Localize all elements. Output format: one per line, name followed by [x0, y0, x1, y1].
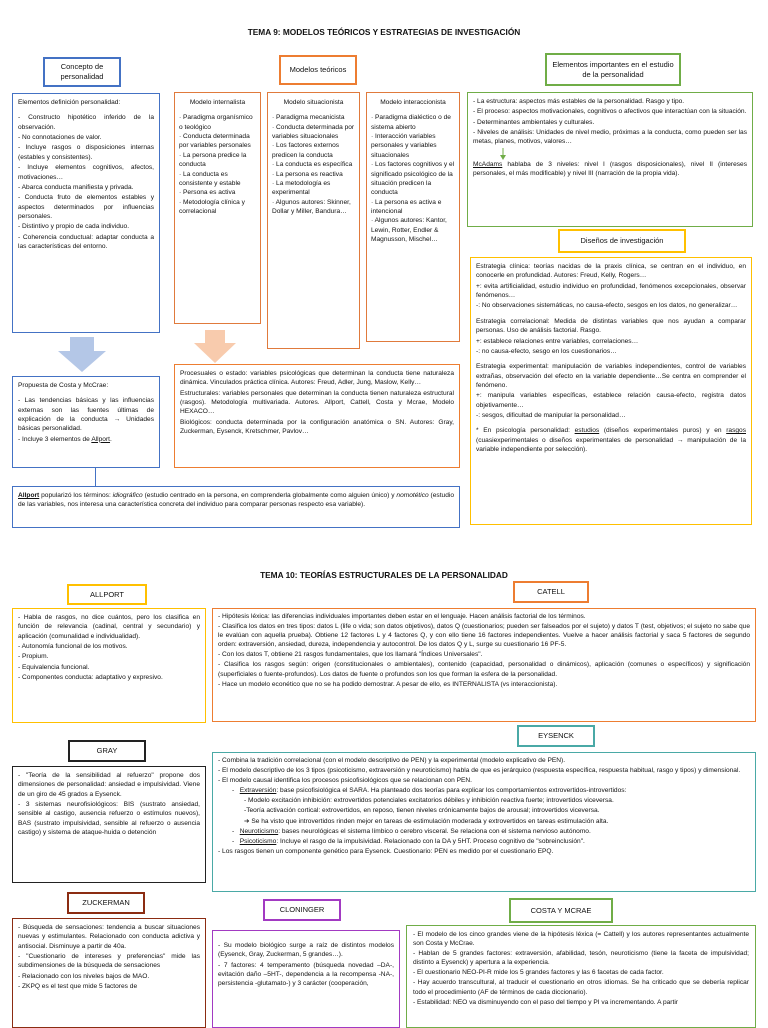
catell-line: - Hace un modelo econético que no se ha podido demostrar. A pesar de ello, es INTERNALISTA (vs interaccionista). — [218, 680, 558, 688]
allport-line: - Componentes conducta: adaptativo y expresivo. — [18, 674, 163, 682]
costa-line: - Estabilidad: NEO va disminuyendo con el paso del tiempo y PI va incrementando. A partir — [413, 998, 678, 1006]
modelo-internalista-box — [174, 92, 261, 324]
experimental-line: Estrategia experimental: manipulación de variables independientes, control de variables extrañas, observación del efecto en la variable dependiente…Se centra en comprender el fenómeno. — [476, 363, 746, 389]
cloninger-label: CLONINGER — [263, 899, 341, 921]
allport-name: Allport — [18, 492, 40, 499]
modelo-interaccionista-box — [366, 92, 460, 342]
mcadams-text: hablaba de 3 niveles: nivel I (rasgos disposicionales), nivel II (intereses personales, el más modificable) y nivel III (narración de la propia vida). — [473, 160, 747, 178]
internalista-line: · La persona predice la conducta — [179, 151, 247, 169]
costa-text: . — [110, 435, 112, 443]
zuckerman-line: - "Cuestionario de intereses y preferencias" mide las subdimensiones de la búsqueda de sensaciones — [18, 953, 200, 970]
extraversion-line: - Extraversión: base psicofisiológica el SARA. Ha planteado dos teorías para explicar los comportamientos extrovertidos-introvertidos: — [232, 787, 627, 795]
eysenck-label: EYSENCK — [517, 725, 595, 747]
costa-mccrae-box — [12, 376, 160, 468]
cloninger-box — [212, 930, 400, 1028]
estudios-term: estudios — [574, 427, 600, 435]
disenos-box — [470, 257, 752, 525]
gray-line: - "Teoría de la sensibilidad al refuerzo" propone dos dimensiones de personalidad: ansiedad e impulsividad. Viene de un giro de 45 grados a Eysenck. — [18, 772, 200, 798]
interaccionista-line: · Los factores cognitivos y el significado psicológico de la situación predicen la conducta — [371, 161, 455, 197]
allport-line: - Habla de rasgos, no dice cuántos, pero los clasifica en función de relevancia (cadinal, central y secundario) y aplicación (comunalidad e individualidad). — [18, 614, 200, 640]
disenos-label: Diseños de investigación — [558, 229, 686, 253]
extraversion-term: Extraversión — [239, 787, 277, 795]
nomotetico-term: nomotético — [396, 492, 429, 499]
zuckerman-line: - Relacionado con los niveles bajos de MAO. — [18, 972, 150, 980]
costa-line: - Las tendencias básicas y las influencias externas son las fuentes últimas de explicación de la conducta → Unidades básicas personalidad. — [18, 397, 154, 433]
cloninger-line: - Su modelo biológico surge a raíz de distintos modelos (Eysenck, Gray, Zuckerman, 5 grandes…). — [218, 942, 394, 959]
eysenck-text: : base psicofisiológica el SARA. Ha planteado dos teorías para explicar los comportamientos extrovertidos-introvertidos: — [276, 787, 627, 795]
elementos-line: - Determinantes ambientales y culturales. — [473, 118, 595, 126]
modelos-teoricos-label: Modelos teóricos — [279, 55, 357, 85]
note-text: popularizó los términos: — [39, 492, 113, 499]
clinica-line: Estrategia clínica: teorías nacidas de la praxis clínica, se centran en el individuo, en conocerle en profundidad. Autores: Freud, Kelly, Rogers… — [476, 263, 746, 280]
costa-text: - Incluye 3 elementos de — [18, 435, 92, 443]
situacionista-line: · Los factores externos predicen la conducta — [272, 142, 340, 159]
arrow-down-icon — [193, 330, 237, 364]
gray-label: GRAY — [68, 740, 146, 762]
elementos-line: - La estructura: aspectos más estables de la personalidad. Rasgo y tipo. — [473, 98, 685, 105]
situacionista-line: · Conducta determinada por variables situacionales — [272, 123, 355, 141]
idiografico-term: idiográfico — [112, 492, 143, 499]
catell-line: - Hipótesis léxica: las diferencias individuales importantes deben estar en el lenguaje. Hacen análisis factorial de los términos. — [218, 613, 586, 620]
costa-line: - El modelo de los cinco grandes viene de la hipótesis léxica (= Cattell) y los autores representantes actualmente son Costa y McCrae. — [413, 931, 749, 948]
correlacional-line: +: establece relaciones entre variables, correlaciones… — [476, 337, 639, 345]
definicion-line: - Abarca conducta manifiesta y privada. — [18, 183, 134, 191]
elementos-box — [467, 92, 753, 227]
definicion-personalidad-box — [12, 93, 160, 333]
experimental-line: +: manipula variables específicas, establece relación causa-efecto, registra datos objetivamente… — [476, 392, 746, 409]
internalista-line: · Conducta determinada por variables personales — [179, 133, 251, 150]
star-text: (cuasiexperimentales o diseños experimentales de personalidad → manipulación de la variable independiente por selección). — [476, 436, 746, 454]
catell-line: - Con los datos T, obtiene 21 rasgos fundamentales, que los llamará "Índices Universales". — [218, 651, 483, 659]
procesuales-box — [174, 364, 460, 468]
internalista-line: · Metodología clínica y correlacional — [179, 198, 245, 215]
mcadams-line — [473, 160, 747, 179]
catell-line: - Clasifica los datos en tres tipos: datos L (life o vida; son datos objetivos), datos Q (cuestionarios; pueden ser falseados por el sujeto) y datos T (test, objetivos; el sujeto no sabe que le evalúan con aquella prueba). Obtiene 12 factores L y 4 factores Q, y con ello tiene 16 factores independientes. Vuelve a hacer análisis factorial y saca 5 factores de segundo orden: extraversión, ansiedad, dureza, independencia y autocontrol. De los datos Q y L, surge su cuestionario 16 PF-5. — [218, 623, 750, 649]
eysenck-line: - El modelo causal identifica los procesos psicofisiológicos que se relacionan con PEN. — [218, 777, 472, 785]
costa-title: Propuesta de Costa y McCrae: — [18, 382, 109, 389]
situacionista-line: · La persona es reactiva — [272, 170, 343, 178]
clinica-line: +: evita artificialidad, estudio individuo en profundidad, fenómenos excepcionales, observar fenómenos… — [476, 282, 746, 300]
correlacional-line: Estrategia correlacional: Medida de distintas variables que nos ayudan a comparar personas. Uso de análisis factorial. Rasgo. — [476, 317, 746, 335]
psicoticismo-term: Psicoticismo — [239, 837, 277, 845]
allport-line: - Propium. — [18, 653, 49, 661]
zuckerman-line: - ZKPQ es el test que mide 5 factores de — [18, 983, 138, 991]
procesuales-line: Procesuales o estado: variables psicológicas que determinan la conducta tiene naturaleza dinámica. Vinculados práctica clínica. Autores: Freud, Adler, Jung, Maslow, Kelly… — [180, 370, 454, 387]
eysenck-sub-line: ➔ Se ha visto que introvertidos rinden mejor en tareas de estimulación moderada y extrovertidos en tareas estimulación alta. — [244, 817, 609, 825]
elementos-line: - Niveles de análisis: Unidades de nivel medio, próximas a la conducta, como pueden ser las metas, planes, motivos, valores… — [473, 129, 747, 146]
procesuales-line: Biológicos: conducta determinada por la configuración anatómica o SN. Autores: Gray, Zuckerman, Eysenck, Kretschmer, Pavlov… — [180, 418, 454, 436]
experimental-line: -: sesgos, dificultad de manipular la personalidad… — [476, 412, 626, 420]
allport-line: - Equivalencia funcional. — [18, 663, 90, 671]
costa-line: - Hay acuerdo transcultural, al traducir el cuestionario en otros idiomas. Se ha criticado que se debería replicar todo el procedimiento (AF de términos de cada diccionario). — [413, 979, 749, 996]
catell-line: - Clasifica los rasgos según: origen (constitucionales o ambientales), contenido (capacidad, personalidad o dinámicos), aplicación (comunes o específicos) y significación (superficiales o fuente-profundos). Los datos de fuente o profundos son los que forman la esfera de la personalidad. — [218, 661, 750, 678]
neuroticismo-line: - Neuroticismo: bases neurológicas el sistema límbico o cerebro visceral. Se relaciona con el sistema nervioso autónomo. — [232, 827, 591, 835]
elementos-line: - El proceso: aspectos motivacionales, cognitivos o afectivos que interactúan con la situación. — [473, 108, 747, 116]
star-text: (diseños experimentales puros) y en — [599, 427, 727, 435]
internalista-line: · Persona es activa — [179, 189, 236, 197]
costa-line — [18, 435, 154, 444]
eysenck-sub-line: - Modelo excitación inhibición: extrovertidos potenciales excitatorios débiles y inhibición reactiva fuerte; introvertidos viceversa. — [244, 797, 614, 805]
tema10-title: TEMA 10: TEORÍAS ESTRUCTURALES DE LA PERSONALIDAD — [260, 570, 508, 580]
note-text: (estudio centrado en la persona, en comprenderla globalmente como alguien único) y — [142, 492, 397, 499]
procesuales-line: Estructurales: variables personales que determinan la conducta tienen naturaleza estructural (rasgos). Metodología multivariada. Autores. Allport, Cattell, Costa y Mcrae, Modelo HEXACO… — [180, 389, 454, 416]
neuroticismo-term: Neuroticismo — [239, 827, 279, 835]
cloninger-line: - 7 factores: 4 temperamento (búsqueda novedad –DA-, evitación daño –5HT-, dependencia a la recompensa -NA-, persistencia -glutamato-) y 3 carácter (cooperación, — [218, 961, 394, 988]
definicion-line: - Conducta fruto de elementos estables y aspectos determinados por influencias personales. — [18, 194, 154, 220]
modelo-interaccionista-title: Modelo interaccionista — [380, 99, 446, 106]
eysenck-line: - El modelo descriptivo de los 3 tipos (psicoticismo, extraversión y neuroticismo) habla de que es jerárquico (respuesta específica, respuesta habitual, rasgo y tipos) y dimensional. — [218, 767, 741, 775]
zuckerman-box — [12, 918, 206, 1028]
mcadams-name: McAdams — [473, 160, 503, 168]
modelo-situacionista-title: Modelo situacionista — [283, 99, 344, 106]
costa-line: - Hablan de 5 grandes factores: extraversión, afabilidad, tesón, neuroticismo (tiene la faceta de impulsividad; distinto a Eysenck) y apertura a la experiencia. — [413, 950, 749, 967]
allport-term: Allport — [91, 435, 111, 443]
definicion-title: Elementos definición personalidad: — [18, 99, 121, 106]
modelo-internalista-title: Modelo internalista — [189, 99, 246, 106]
situacionista-line: · La metodología es experimental — [272, 179, 331, 197]
clinica-line: -: No observaciones sistemáticas, no causa-efecto, sesgos en los datos, no generalizar… — [476, 302, 738, 310]
situacionista-line: · La conducta es específica — [272, 161, 353, 169]
situacionista-line: · Paradigma mecanicista — [272, 114, 345, 122]
tema9-title: TEMA 9: MODELOS TEÓRICOS Y ESTRATEGIAS DE INVESTIGACIÓN — [247, 27, 521, 37]
internalista-line: · La conducta es consistente y estable — [179, 170, 241, 187]
costa-mcrae-label: COSTA Y MCRAE — [509, 898, 613, 923]
star-text: * En psicología personalidad: — [476, 427, 575, 435]
definicion-line: - Incluye elementos cognitivos, afectos, motivaciones… — [18, 164, 154, 181]
allport-box — [12, 608, 206, 723]
elementos-importantes-label: Elementos importantes en el estudio de la personalidad — [545, 53, 681, 86]
connector-line — [95, 468, 96, 486]
gray-box — [12, 766, 206, 883]
definicion-line: - No connotaciones de valor. — [18, 134, 102, 142]
situacionista-line: · Algunos autores: Skinner, Dollar y Miller, Bandura… — [272, 198, 351, 215]
correlacional-line: -: no causa-efecto, sesgo en los cuestionarios… — [476, 347, 617, 355]
allport-label: ALLPORT — [67, 584, 147, 605]
internalista-line: · Paradigma organísmico o teológico — [179, 114, 253, 131]
definicion-line: - Constructo hipotético inferido de la observación. — [18, 114, 154, 131]
interaccionista-line: · La persona es activa e intencional — [371, 198, 442, 215]
zuckerman-label: ZUCKERMAN — [67, 892, 145, 914]
eysenck-line: - Combina la tradición correlacional (con el modelo descriptivo de PEN) y la experimental (modelo explicativo de PEN). — [218, 757, 566, 764]
eysenck-text: : Incluye el rasgo de la impulsividad. Relacionado con la DA y 5HT. Proceso cognitivo de "sobreinclusión". — [276, 837, 585, 845]
eysenck-sub-line: -Teoría activación cortical: extrovertidos, en reposo, tienen niveles crónicamente bajos de arousal; introvertidos viceversa. — [244, 807, 600, 815]
eysenck-box — [212, 752, 756, 892]
catell-label: CATELL — [513, 581, 589, 603]
eysenck-line: - Los rasgos tienen un componente genético para Eysenck. Cuestionario: PEN es medido por el cuestionario EPQ. — [218, 847, 554, 855]
catell-box — [212, 608, 756, 722]
interaccionista-line: · Algunos autores: Kantor, Lewin, Rotter, Endler & Magnusson, Mischel… — [371, 217, 447, 244]
concepto-personalidad-label: Concepto de personalidad — [43, 57, 121, 87]
psicologia-personalidad-line — [476, 426, 746, 454]
psicoticismo-line: - Psicoticismo: Incluye el rasgo de la impulsividad. Relacionado con la DA y 5HT. Proceso cognitivo de "sobreinclusión". — [232, 837, 585, 845]
arrow-down-icon — [56, 337, 108, 373]
gray-line: - 3 sistemas neurofisiológicos: BIS (sustrato ansiedad, sensible al castigo, ausencia refuerzo o estímulos nuevos), BAS (sustrato impulsividad, sensible al refuerzo o ausencia castigo) y sistema de ataque-huida o detención — [18, 801, 200, 837]
allport-note-box — [12, 486, 460, 528]
rasgos-term: rasgos — [726, 427, 746, 435]
modelo-situacionista-box — [267, 92, 360, 349]
interaccionista-line: · Interacción variables personales y variables situacionales — [371, 133, 437, 159]
allport-line: - Autonomía funcional de los motivos. — [18, 643, 128, 651]
definicion-line: - Distintivo y propio de cada individuo. — [18, 223, 130, 231]
eysenck-text: : bases neurológicas el sistema límbico o cerebro visceral. Se relaciona con el sistema nervioso autónomo. — [278, 827, 591, 835]
interaccionista-line: · Paradigma dialéctico o de sistema abierto — [371, 114, 451, 131]
definicion-line: - Incluye rasgos o disposiciones internas (estables y consistentes). — [18, 144, 154, 161]
costa-mcrae-box — [406, 925, 756, 1028]
zuckerman-line: - Búsqueda de sensaciones: tendencia a buscar situaciones nuevas y estimulantes. Relacionado con conducta adictiva y antisocial. Disminuye a partir de 40a. — [18, 924, 200, 950]
costa-line: - El cuestionario NEO-PI-R mide los 5 grandes factores y las 6 facetas de cada factor. — [413, 969, 664, 977]
definicion-line: - Coherencia conductual: adaptar conducta a las características del entorno. — [18, 233, 154, 251]
arrow-down-icon — [499, 148, 507, 160]
note-text: (estudio de las variables, nos interesa una característica concreta del individuo para comparar personas respecto esa variable). — [18, 492, 454, 509]
allport-note — [18, 491, 454, 510]
